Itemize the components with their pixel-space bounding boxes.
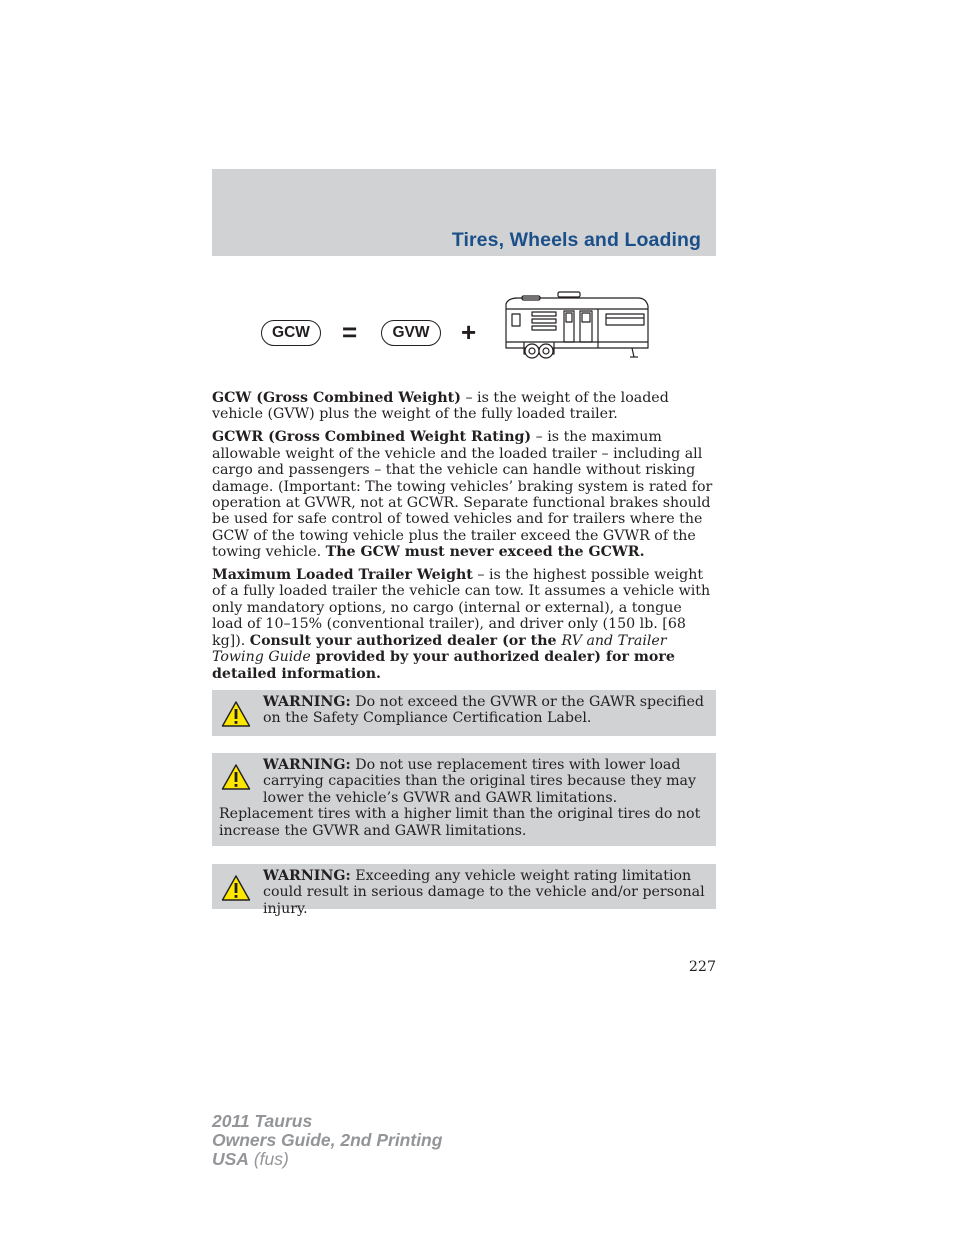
warning-label: WARNING: xyxy=(263,868,351,884)
warning-triangle-icon xyxy=(221,700,251,728)
gcwr-term: GCWR (Gross Combined Weight Rating) xyxy=(212,429,532,446)
warning-box xyxy=(212,864,716,917)
warning-triangle-icon xyxy=(221,874,251,902)
footer-country: USA xyxy=(212,1149,249,1169)
gcw-pill: GCW xyxy=(261,320,321,346)
warning-box xyxy=(212,690,716,736)
warning-box xyxy=(212,753,716,846)
mltw-consult-b: provided by your authorized dealer) for more detailed information. xyxy=(212,649,675,682)
gcwr-definition xyxy=(212,429,716,560)
footer xyxy=(212,1112,442,1169)
equals-sign: = xyxy=(342,317,358,347)
gcw-term: GCW (Gross Combined Weight) xyxy=(212,390,461,406)
mltw-text: – is the highest possible weight of a fully loaded trailer the vehicle can tow. It assumes a vehicle with only mandatory options, no cargo (internal or external), a tongue load of 10–15% (conventional trailer), and driver only (150 lb. [68 kg]). xyxy=(212,567,711,649)
gcw-definition xyxy=(212,390,716,423)
gcw-diagram xyxy=(250,290,670,370)
mltw-definition xyxy=(212,567,716,682)
page-number: 227 xyxy=(688,959,716,975)
warning-text: Do not exceed the GVWR or the GAWR specified on the Safety Compliance Certification Label. xyxy=(263,694,704,727)
warning-text: Do not use replacement tires with lower load carrying capacities than the original tires because they may lower the vehicle’s GVWR and GAWR limitations. Replacement tires with a higher limit than the original tires do not increase the GVWR and GAWR limitations. xyxy=(219,757,701,839)
footer-market xyxy=(212,1150,442,1169)
mltw-consult-a: Consult your authorized dealer (or the xyxy=(249,632,562,649)
travel-trailer-icon xyxy=(502,290,652,366)
section-header-band xyxy=(212,169,716,256)
gvw-pill: GVW xyxy=(381,320,441,346)
plus-sign: + xyxy=(461,317,477,347)
footer-guide: Owners Guide, 2nd Printing xyxy=(212,1130,443,1150)
gcwr-note: The GCW must never exceed the GCWR. xyxy=(325,544,645,561)
gcwr-text: – is the maximum allowable weight of the vehicle and the loaded trailer – including all cargo and passengers – that the vehicle can handle without risking damage. (Important: The towing vehicles’ braking system is rated for operation at GVWR, not at GCWR. Separate functional brakes should be used for safe control of towed vehicles and for trailers where the GCW of the towing vehicle plus the trailer exceed the GVWR of the towing vehicle. xyxy=(212,429,713,561)
warning-text: Exceeding any vehicle weight rating limitation could result in serious damage to the vehicle and/or personal injury. xyxy=(263,868,705,917)
section-title: Tires, Wheels and Loading xyxy=(451,229,701,251)
footer-code: (fus) xyxy=(248,1149,289,1169)
footer-model: 2011 Taurus xyxy=(212,1111,313,1131)
body-text xyxy=(212,390,716,688)
warning-label: WARNING: xyxy=(263,694,351,710)
warning-triangle-icon xyxy=(221,763,251,791)
gcw-text: – is the weight of the loaded vehicle (GVW) plus the weight of the fully loaded trailer. xyxy=(212,390,669,423)
mltw-term: Maximum Loaded Trailer Weight xyxy=(212,567,473,584)
warning-label: WARNING: xyxy=(263,757,351,773)
towing-guide-title: RV and Trailer Towing Guide xyxy=(212,632,667,666)
